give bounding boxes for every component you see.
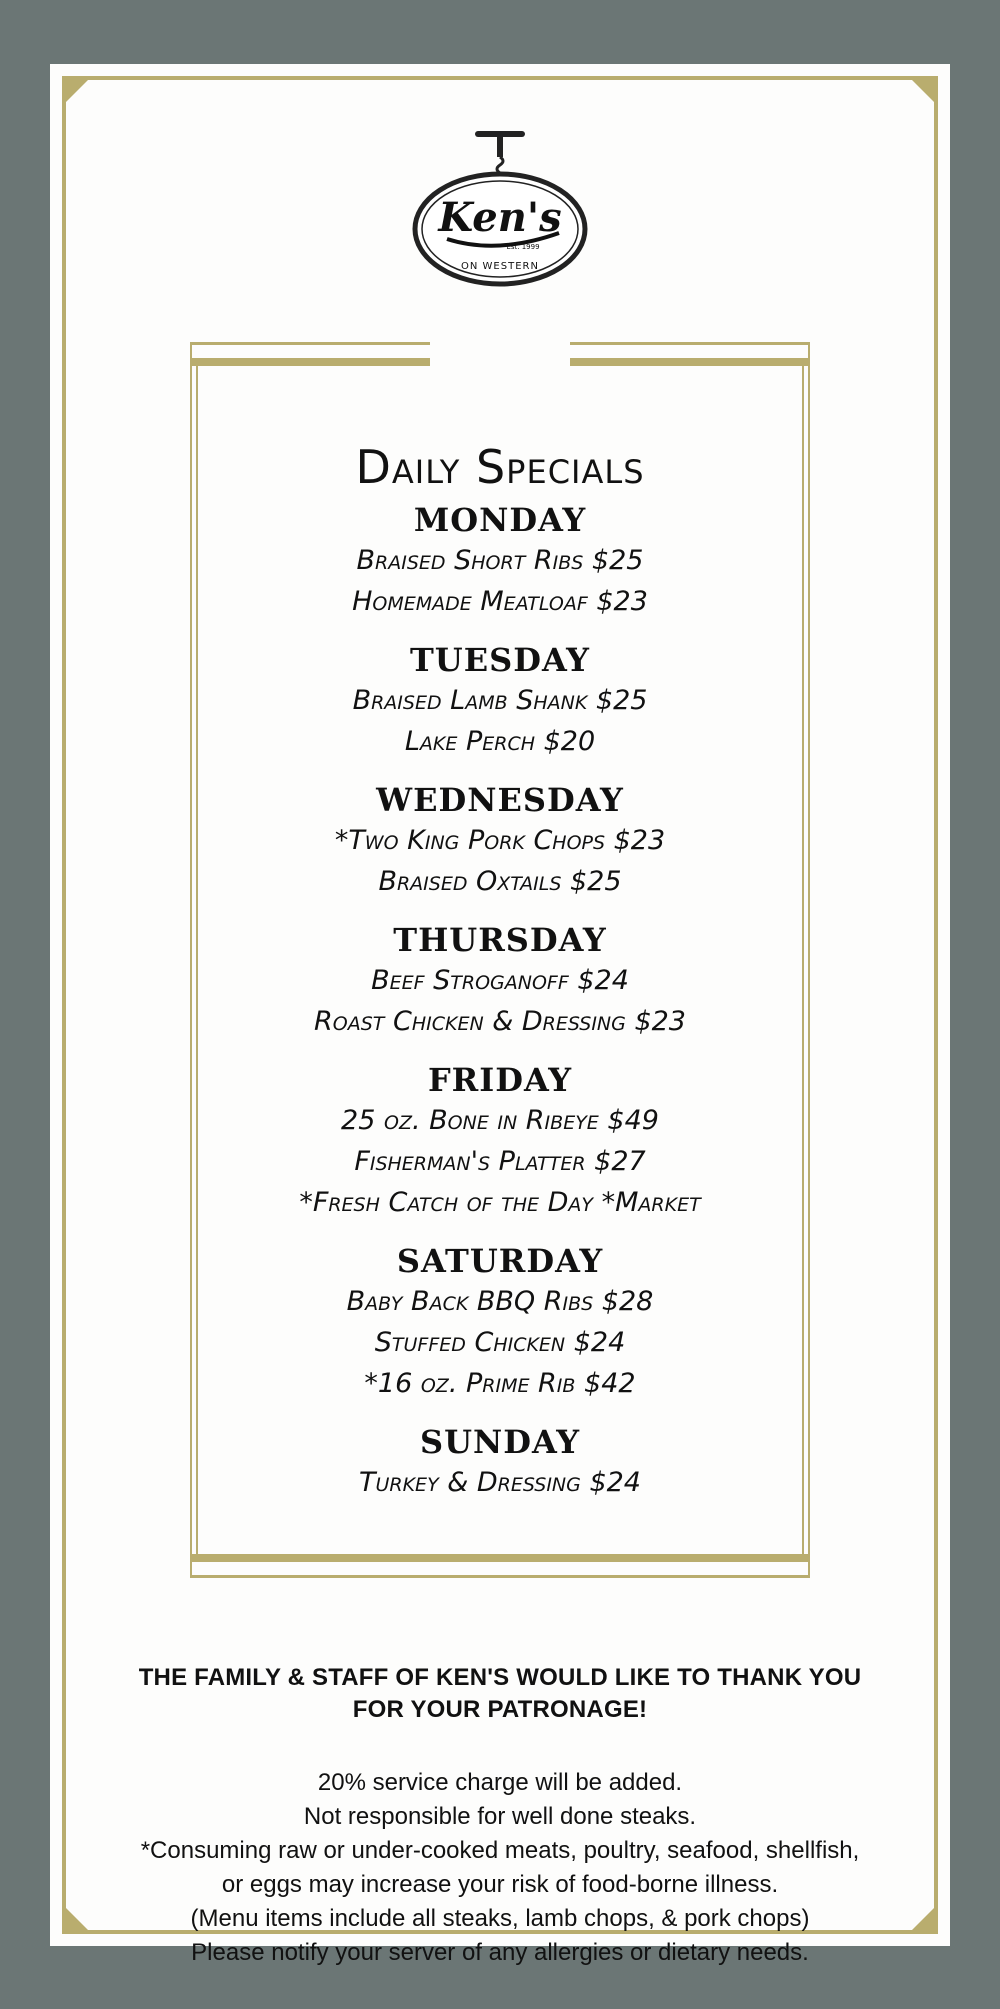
day-block — [190, 780, 810, 902]
day-heading: TUESDAY — [409, 641, 591, 679]
specials-content — [190, 442, 810, 1521]
menu-item: Lake Perch $20 — [404, 726, 596, 757]
kens-logo — [405, 129, 595, 289]
menu-item: *Two King Pork Chops $23 — [334, 825, 666, 856]
day-heading: MONDAY — [413, 501, 587, 539]
day-heading: WEDNESDAY — [376, 781, 624, 819]
day-heading: SATURDAY — [396, 1242, 604, 1280]
day-block — [190, 500, 810, 622]
day-block — [190, 1241, 810, 1404]
menu-item: Stuffed Chicken $24 — [374, 1327, 626, 1358]
day-block — [190, 1060, 810, 1223]
menu-item: *Fresh Catch of the Day *Market — [299, 1187, 701, 1218]
menu-item: Roast Chicken & Dressing $23 — [314, 1006, 686, 1037]
logo-established: Est. 1999 — [506, 243, 540, 251]
note-line: Please notify your server of any allergies or dietary needs. — [191, 1939, 809, 1966]
note-line: Not responsible for well done steaks. — [303, 1803, 697, 1830]
day-heading: FRIDAY — [427, 1061, 573, 1099]
corner-ornament-top-left — [62, 76, 92, 106]
corner-ornament-bottom-left — [62, 1904, 92, 1934]
day-heading: THURSDAY — [393, 921, 607, 959]
day-heading: SUNDAY — [419, 1423, 581, 1461]
logo-name: Ken's — [438, 194, 562, 241]
specials-title: Daily Specials — [355, 440, 645, 494]
menu-item: *16 oz. Prime Rib $42 — [364, 1368, 636, 1399]
menu-item: Baby Back BBQ Ribs $28 — [346, 1286, 654, 1317]
day-block — [190, 640, 810, 762]
menu-item: Braised Oxtails $25 — [378, 866, 622, 897]
daily-specials-box — [190, 342, 810, 1578]
corkscrew-handle — [475, 131, 525, 137]
menu-item: Turkey & Dressing $24 — [359, 1467, 641, 1498]
menu-card — [50, 64, 950, 1966]
menu-item: Fisherman's Platter $27 — [354, 1146, 646, 1177]
box-rule — [190, 1554, 810, 1562]
menu-item: 25 oz. Bone in Ribeye $49 — [341, 1105, 659, 1136]
corner-ornament-bottom-right — [908, 1904, 938, 1934]
note-line: 20% service charge will be added. — [317, 1769, 683, 1796]
note-line: or eggs may increase your risk of food-borne illness. — [221, 1871, 779, 1898]
thank-you-message: THE FAMILY & STAFF OF KEN'S WOULD LIKE TO THANK YOU FOR YOUR PATRONAGE! — [138, 1664, 862, 1723]
corkscrew-stem — [497, 137, 503, 157]
menu-item: Beef Stroganoff $24 — [371, 965, 629, 996]
menu-item: Braised Lamb Shank $25 — [352, 685, 648, 716]
note-line: (Menu items include all steaks, lamb chops, & pork chops) — [190, 1905, 810, 1932]
menu-item: Braised Short Ribs $25 — [356, 545, 644, 576]
box-rule — [190, 1575, 810, 1578]
day-block — [190, 1422, 810, 1503]
menu-item: Homemade Meatloaf $23 — [352, 586, 648, 617]
note-line: *Consuming raw or under-cooked meats, poultry, seafood, shellfish, — [140, 1837, 860, 1864]
menu-notes — [110, 1766, 890, 1970]
day-block — [190, 920, 810, 1042]
corner-ornament-top-right — [908, 76, 938, 106]
logo-location: ON WESTERN — [461, 261, 539, 272]
day-list — [190, 500, 810, 1503]
